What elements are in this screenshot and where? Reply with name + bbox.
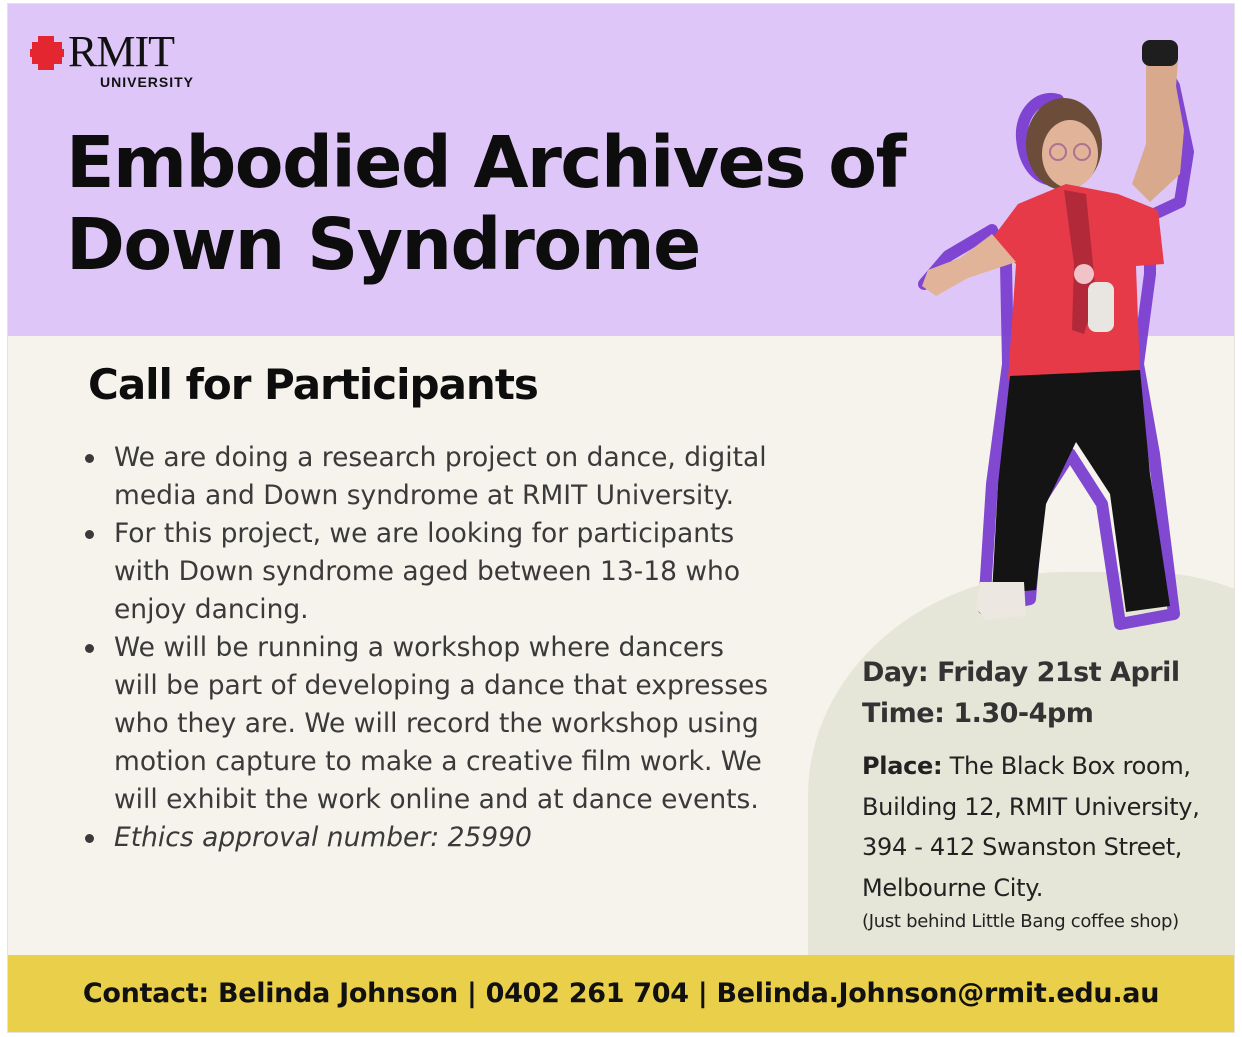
list-item bbox=[82, 515, 772, 629]
bullet-icon bbox=[85, 834, 94, 843]
bullet-icon bbox=[85, 644, 94, 653]
logo-subtext: UNIVERSITY bbox=[100, 74, 195, 90]
list-item bbox=[82, 439, 772, 515]
poster bbox=[8, 4, 1234, 1032]
bullet-list bbox=[82, 439, 772, 857]
place-label: Place: bbox=[862, 752, 943, 780]
bullet-text: For this project, we are looking for participants with Down syndrome aged between 13-18 who enjoy dancing. bbox=[114, 518, 741, 625]
event-place bbox=[862, 746, 1232, 908]
list-item bbox=[82, 819, 772, 857]
title-line-1: Embodied Archives of bbox=[66, 121, 905, 204]
event-details bbox=[862, 652, 1232, 936]
section-title: Call for Participants bbox=[88, 360, 538, 409]
ethics-text: Ethics approval number: 25990 bbox=[114, 822, 532, 853]
place-text: The Black Box room, Building 12, RMIT University, 394 - 412 Swanston Street, Melbourne City. bbox=[862, 752, 1200, 902]
bullet-icon bbox=[85, 454, 94, 463]
title-line-2: Down Syndrome bbox=[66, 203, 700, 286]
bullet-text: We will be running a workshop where dancers will be part of developing a dance that expresses who they are. We will record the workshop using motion capture to make a creative film work. We will exhibit the work online and at dance events. bbox=[114, 632, 769, 815]
rmit-logo bbox=[30, 27, 210, 92]
rmit-pixel-icon bbox=[30, 36, 66, 70]
logo-wordmark: RMIT bbox=[68, 27, 174, 76]
event-time: Time: 1.30-4pm bbox=[862, 698, 1094, 729]
contact-text: Contact: Belinda Johnson | 0402 261 704 | Belinda.Johnson@rmit.edu.au bbox=[82, 978, 1160, 1009]
page-title bbox=[66, 122, 1026, 286]
contact-banner bbox=[8, 955, 1234, 1032]
event-day: Day: Friday 21st April bbox=[862, 657, 1180, 688]
dancer-photo bbox=[888, 34, 1218, 634]
place-note: (Just behind Little Bang coffee shop) bbox=[862, 911, 1179, 932]
bullet-icon bbox=[85, 530, 94, 539]
list-item bbox=[82, 629, 772, 819]
bullet-text: We are doing a research project on dance, digital media and Down syndrome at RMIT University. bbox=[114, 442, 767, 511]
